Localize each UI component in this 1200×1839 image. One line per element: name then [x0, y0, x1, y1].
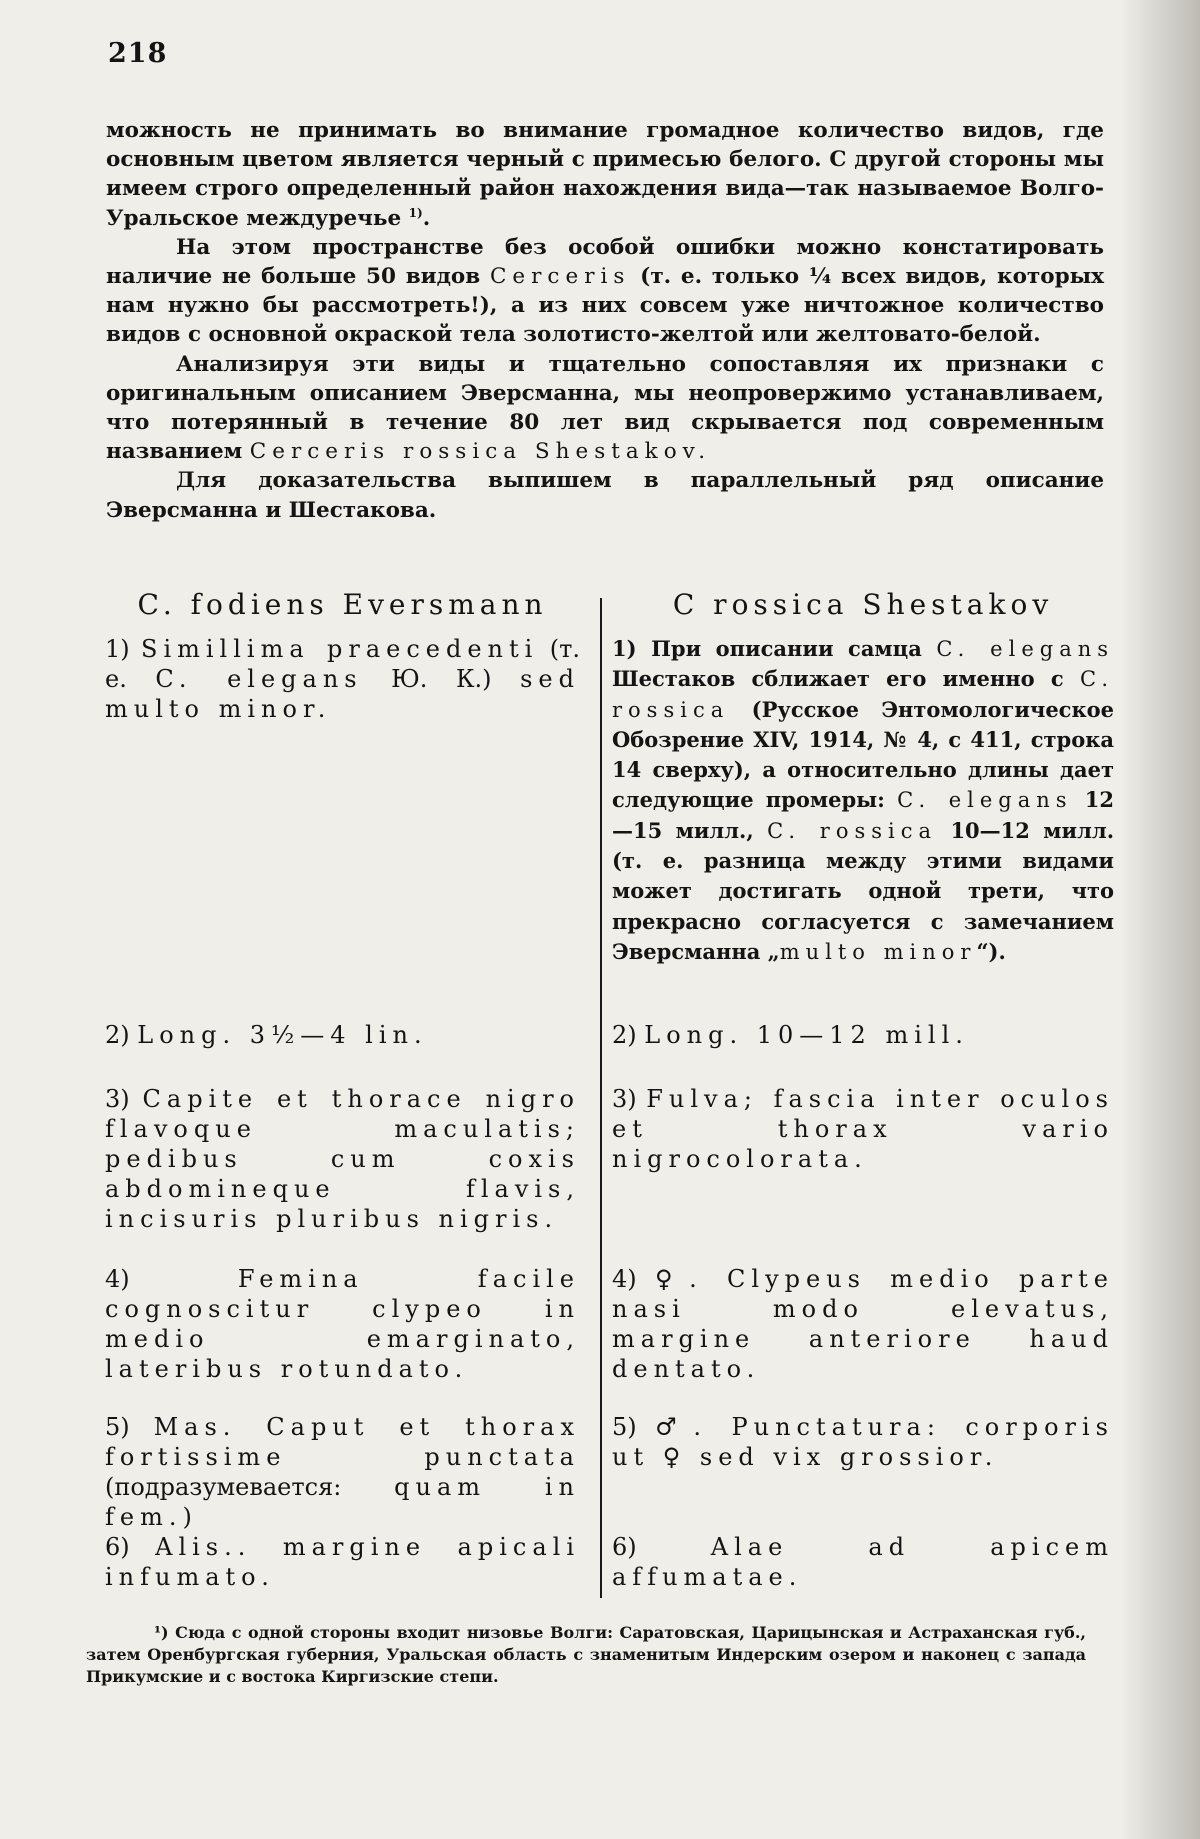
right-entry-1-latin-4: C. rossica [767, 819, 937, 843]
right-entry-1-f: “). [976, 939, 1005, 964]
left-entry-4-text: Femina facile cognoscitur clypeo in medio emarginato, lateribus rotundato. [105, 1265, 580, 1383]
right-entry-3 [612, 1084, 1114, 1174]
right-entry-6-number: 6) [612, 1533, 637, 1561]
left-entry-2-number: 2) [105, 1021, 130, 1049]
right-entry-6 [612, 1532, 1114, 1592]
paragraph-2-rest: (т. е. только ¼ всех видов, которых нам нужно бы рассмотреть!), а из них совсем уже ничтожное количество видов с основной окраской тела золотисто-желтой или желтовато-белой. [106, 264, 1104, 347]
left-entry-6 [105, 1532, 580, 1592]
paragraph-3-text: Анализируя эти виды и тщательно сопоставляя их признаки с оригинальным описанием Эверсманна, мы неопровержимо устанавливаем, что потерянный в течение 80 лет вид скрывается под современным названием [106, 352, 1104, 465]
left-entry-5-latin: quam in fem.) [105, 1473, 580, 1531]
left-entry-2-text: Long. 3½—4 lin. [137, 1021, 427, 1049]
left-entry-1-tail: Ю. К.) [391, 665, 491, 693]
left-entry-3 [105, 1084, 580, 1234]
right-entry-1 [612, 634, 1114, 967]
right-entry-1-a: При описании самца [651, 636, 922, 661]
column-divider [600, 598, 602, 1598]
left-entry-1-latin: Simillima praecedenti [141, 635, 538, 663]
page-number: 218 [108, 38, 167, 69]
left-entry-6-text: Alis.. margine apicali infumato. [105, 1533, 580, 1591]
left-entry-1-plain: (т. е. [105, 635, 580, 693]
left-entry-2 [105, 1020, 580, 1050]
right-entry-1-e: 10—12 милл. (т. е. разница между этими видами может достигать одной трети, что прекрасно согласуется с замечанием Эверсманна „ [612, 818, 1114, 964]
right-entry-1-latin-2: C. rossica [612, 667, 1114, 721]
page-edge-shadow [1120, 0, 1200, 1839]
footnote-reference: 1) [409, 205, 423, 219]
footnote [86, 1622, 1086, 1688]
left-entry-5-number: 5) [105, 1413, 130, 1441]
right-entry-6-text: Alae ad apicem affumatae. [612, 1533, 1114, 1591]
left-entry-5-plain: (подразумевается: [105, 1473, 341, 1501]
left-entry-4 [105, 1264, 580, 1384]
left-entry-3-number: 3) [105, 1085, 130, 1113]
right-entry-5 [612, 1412, 1114, 1472]
right-entry-1-c: (Русское Энтомологическое Обозрение XIV, 1914, № 4, с 411, строка 14 сверху), а относительно длины дает следующие промеры: [612, 697, 1114, 813]
right-entry-3-text: Fulva; fascia inter oculos et thorax vario nigrocolorata. [612, 1085, 1114, 1173]
paragraph-4-text: Для доказательства выпишем в параллельный ряд описание Эверсманна и Шестакова. [106, 468, 1104, 522]
footnote-paragraph [86, 1622, 1086, 1688]
right-entry-1-b: Шестаков сближает его именно с [612, 666, 1064, 691]
left-entry-1 [105, 634, 580, 724]
paragraph-3-latin: Cerceris rossica Shestakov. [250, 439, 711, 464]
page [0, 0, 1200, 1839]
right-entry-2-number: 2) [612, 1021, 637, 1049]
right-column-header: C rossica Shestakov [612, 590, 1114, 634]
right-entry-2-text: Long. 10—12 mill. [644, 1021, 969, 1049]
paragraph-2-latin: Cerceris [490, 264, 630, 289]
comparison-left-column [105, 590, 580, 634]
left-column-header: C. fodiens Eversmann [105, 590, 580, 634]
right-entry-5-text: ♂. Punctatura: corporis ut ♀ sed vix grossior. [612, 1413, 1114, 1471]
paragraph-2 [106, 233, 1104, 350]
right-entry-1-number: 1) [612, 636, 637, 661]
footnote-text: Сюда с одной стороны входит низовье Волги: Саратовская, Царицынская и Астраханская губ., затем Оренбургская губерния, Уральская область с знаменитым Индерским озером и наконец с запада Прикумские и с востока Киргизские степи. [86, 1623, 1086, 1686]
right-entry-1-d: 12—15 милл., [612, 787, 1114, 842]
footnote-marker: ¹) [154, 1623, 169, 1642]
left-entry-1-number: 1) [105, 635, 130, 663]
right-entry-1-latin-3: C. elegans [897, 788, 1072, 812]
left-entry-1-end: sed multo minor. [105, 665, 580, 723]
paragraph-1-text: можность не принимать во внимание громадное количество видов, где основным цветом является черный с примесью белого. С другой стороны мы имеем строго определенный район нахождения вида—так называемое Волго-Уральское междуречье [106, 118, 1104, 231]
paragraph-3 [106, 350, 1104, 467]
body-text [106, 116, 1104, 525]
right-entry-4-text: ♀. Clypeus medio parte nasi modo elevatus, margine anteriore haud dentato. [612, 1265, 1114, 1383]
right-entry-5-number: 5) [612, 1413, 637, 1441]
left-entry-3-text: Capite et thorace nigro flavoque maculatis; pedibus cum coxis abdomineque flavis, incisuris pluribus nigris. [105, 1085, 580, 1233]
left-entry-5-text: Mas. Caput et thorax fortissime punctata [105, 1413, 580, 1471]
left-entry-5 [105, 1412, 580, 1532]
comparison-right-column [612, 590, 1114, 634]
left-entry-4-number: 4) [105, 1265, 130, 1293]
paragraph-2-text: На этом пространстве без особой ошибки можно констатировать наличие не больше 50 видов [106, 235, 1104, 289]
right-entry-1-latin-5: multo minor [780, 940, 977, 964]
right-entry-1-latin-1: C. elegans [936, 637, 1114, 661]
right-entry-4 [612, 1264, 1114, 1384]
paragraph-1-end: . [423, 206, 431, 231]
right-entry-2 [612, 1020, 1114, 1050]
left-entry-1-species: C. elegans [155, 665, 362, 693]
left-entry-6-number: 6) [105, 1533, 130, 1561]
right-entry-4-number: 4) [612, 1265, 637, 1293]
paragraph-1 [106, 116, 1104, 233]
right-entry-3-number: 3) [612, 1085, 637, 1113]
paragraph-4 [106, 466, 1104, 524]
